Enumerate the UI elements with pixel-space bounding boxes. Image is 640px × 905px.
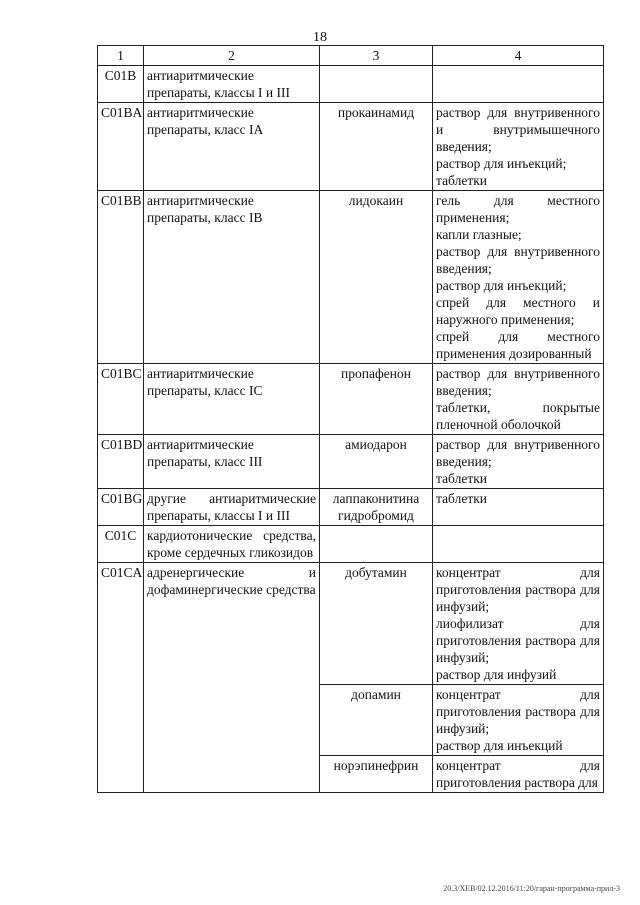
column-header-substance: 3 [320, 46, 433, 66]
dosage-form-item: таблетки [436, 491, 488, 506]
substance-name-cell: лидокаин [320, 191, 433, 364]
dosage-forms-cell [433, 191, 604, 364]
dosage-form-item: концентрат для приготовления раствора для [436, 758, 600, 790]
dosage-form-item: спрей для местного применения дозированный [436, 329, 600, 361]
atc-code-cell: C01BB [98, 191, 144, 364]
pharmacological-group-cell: антиаритмические препараты, класс IA [144, 103, 320, 191]
atc-code-cell: C01B [98, 66, 144, 103]
substance-name-cell: пропафенон [320, 364, 433, 435]
table-row [98, 66, 604, 103]
dosage-form-item: гель для местного применения; [436, 193, 600, 225]
substance-name-cell [320, 66, 433, 103]
dosage-forms-cell [433, 563, 604, 685]
dosage-form-item: раствор для инъекций; [436, 278, 567, 293]
atc-code-cell: C01BC [98, 364, 144, 435]
drug-table [97, 45, 604, 793]
table-row [98, 526, 604, 563]
pharmacological-group-cell: адренергические и дофаминергические средства [144, 563, 320, 793]
atc-code-cell: C01BA [98, 103, 144, 191]
pharmacological-group-cell: антиаритмические препараты, класс IC [144, 364, 320, 435]
pharmacological-group-cell: антиаритмические препараты, классы I и III [144, 66, 320, 103]
atc-code-cell: C01BD [98, 435, 144, 489]
dosage-form-item: раствор для инъекций; [436, 156, 567, 171]
dosage-forms-cell [433, 756, 604, 793]
dosage-forms-cell [433, 489, 604, 526]
dosage-form-item: концентрат для приготовления раствора для инфузий; [436, 687, 600, 736]
dosage-form-item: капли глазные; [436, 227, 522, 242]
dosage-form-item: раствор для инъекций [436, 738, 563, 753]
dosage-form-item: таблетки, покрытые пленочной оболочкой [436, 400, 600, 432]
pharmacological-group-cell: антиаритмические препараты, класс IB [144, 191, 320, 364]
pharmacological-group-cell: другие антиаритмические препараты, классы I и III [144, 489, 320, 526]
substance-name-cell: добутамин [320, 563, 433, 685]
substance-name-cell: норэпинефрин [320, 756, 433, 793]
column-header-forms: 4 [433, 46, 604, 66]
substance-name-cell: амиодарон [320, 435, 433, 489]
table-row [98, 364, 604, 435]
dosage-form-item: спрей для местного и наружного применения; [436, 295, 600, 327]
table-row [98, 191, 604, 364]
dosage-form-item: лиофилизат для приготовления раствора для инфузий; [436, 616, 600, 665]
dosage-forms-cell [433, 435, 604, 489]
dosage-form-item: раствор для внутривенного введения; [436, 244, 600, 276]
table-row [98, 489, 604, 526]
pharmacological-group-cell: кардиотонические средства, кроме сердечных гликозидов [144, 526, 320, 563]
dosage-form-item: раствор для внутривенного введения; [436, 437, 600, 469]
substance-name-cell [320, 526, 433, 563]
substance-name-cell: лаппаконитина гидробромид [320, 489, 433, 526]
dosage-forms-cell [433, 526, 604, 563]
dosage-form-item: таблетки [436, 471, 488, 486]
dosage-form-item: раствор для инфузий [436, 667, 557, 682]
dosage-forms-cell [433, 103, 604, 191]
substance-name-cell: допамин [320, 685, 433, 756]
header-row [98, 46, 604, 66]
dosage-forms-cell [433, 685, 604, 756]
substance-name-cell: прокаинамид [320, 103, 433, 191]
page-number: 18 [313, 30, 327, 45]
table-row [98, 563, 604, 685]
atc-code-cell: C01CA [98, 563, 144, 793]
table-row [98, 435, 604, 489]
table-body [98, 66, 604, 793]
dosage-form-item: раствор для внутривенного введения; [436, 366, 600, 398]
dosage-form-item: таблетки [436, 173, 488, 188]
pharmacological-group-cell: антиаритмические препараты, класс III [144, 435, 320, 489]
column-header-group: 2 [144, 46, 320, 66]
atc-code-cell: C01C [98, 526, 144, 563]
dosage-form-item: раствор для внутривенного и внутримышечного введения; [436, 105, 600, 154]
dosage-forms-cell [433, 66, 604, 103]
dosage-form-item: концентрат для приготовления раствора для инфузий; [436, 565, 600, 614]
atc-code-cell: C01BG [98, 489, 144, 526]
dosage-forms-cell [433, 364, 604, 435]
footer-stamp: 20.3/ХЕВ/02.12.2016/11:20/гаран-программа-прил-3 [443, 884, 620, 893]
column-header-code: 1 [98, 46, 144, 66]
table-row [98, 103, 604, 191]
